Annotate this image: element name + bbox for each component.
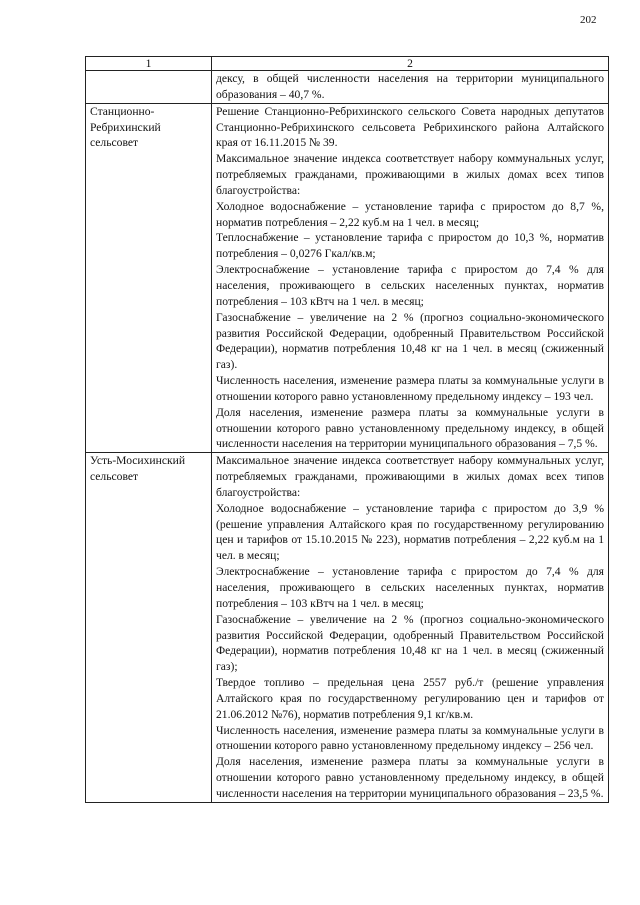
paragraph: Максимальное значение индекса соответствует набору коммунальных услуг, потребляемых гражданами, проживающими в жилых домах всех типов благоустройства:: [216, 454, 604, 499]
paragraph: Теплоснабжение – установление тарифа с приростом до 10,3 %, норматив потребления – 0,0276 Гкал/кв.м;: [216, 231, 604, 261]
paragraph: Численность населения, изменение размера платы за коммунальные услуги в отношении которого равно установленному предельному индексу – 193 чел.: [216, 374, 604, 403]
paragraph: Электроснабжение – установление тарифа с приростом до 7,4 % для населения, проживающего в сельских населенных пунктах, норматив потребления – 103 кВтч на 1 чел. в месяц;: [216, 263, 604, 308]
paragraph: Решение Станционно-Ребрихинского сельского Совета народных депутатов Станционно-Ребрихинского сельсовета Ребрихинского района Алтайского края от 16.11.2015 № 39.: [216, 104, 604, 150]
paragraph: Электроснабжение – установление тарифа с приростом до 7,4 % для населения, проживающего в сельских населенных пунктах, норматив потребления – 103 кВтч на 1 чел. в месяц;: [216, 565, 604, 610]
paragraph: Твердое топливо – предельная цена 2557 руб./т (решение управления Алтайского края по государственному регулированию цен и тарифов от 21.06.2012 №76), норматив потребления 9,1 кг/кв.м.: [216, 676, 604, 721]
paragraph: Доля населения, изменение размера платы за коммунальные услуги в отношении которого равно установленному предельному индексу, в общей численности населения на территории муниципального образования – 7,5 %.: [216, 405, 604, 451]
table-header-row: [86, 57, 609, 71]
municipality-name: Станционно-Ребрихинский сельсовет: [86, 103, 212, 453]
paragraph: Газоснабжение – увеличение на 2 % (прогноз социально-экономического развития Российской Федерации, одобренный Правительством Российской Федерации), норматив потребления 10,48 кг на 1 чел. в месяц (сжиженный газ).: [216, 310, 604, 372]
table-row: [86, 453, 609, 803]
municipality-details: [212, 71, 609, 104]
paragraph: Холодное водоснабжение – установление тарифа с приростом до 3,9 % (решение управления Алтайского края по государственному регулированию цен и тарифов от 15.10.2015 № 223), норматив потребления – 2,22 куб.м на 1 чел. в месяц;: [216, 501, 604, 563]
paragraph: Доля населения, изменение размера платы за коммунальные услуги в отношении которого равно установленному предельному индексу, в общей численности населения на территории муниципального образования – 23,5 %.: [216, 755, 604, 800]
column-2-header: 2: [212, 57, 609, 71]
tariff-table: [85, 56, 609, 803]
municipality-details: [212, 453, 609, 803]
table-row: [86, 103, 609, 453]
municipality-name: Усть-Мосихинский сельсовет: [86, 453, 212, 803]
table-row: [86, 71, 609, 104]
municipality-name: [86, 71, 212, 104]
paragraph: Газоснабжение – увеличение на 2 % (прогноз социально-экономического развития Российской Федерации, одобренный Правительством Российской Федерации), норматив потребления 10,48 кг на 1 чел. в месяц (сжиженный газ);: [216, 612, 604, 674]
municipality-details: [212, 103, 609, 453]
column-1-header: 1: [86, 57, 212, 71]
page-number: 202: [580, 14, 597, 26]
paragraph: Холодное водоснабжение – установление тарифа с приростом до 8,7 %, норматив потребления – 2,22 куб.м на 1 чел. в месяц;: [216, 199, 604, 229]
paragraph: Максимальное значение индекса соответствует набору коммунальных услуг, потребляемых гражданами, проживающими в жилых домах всех типов благоустройства:: [216, 152, 604, 197]
paragraph: дексу, в общей численности населения на территории муниципального образования – 40,7 %.: [216, 72, 604, 101]
paragraph: Численность населения, изменение размера платы за коммунальные услуги в отношении которого равно установленному предельному индексу – 256 чел.: [216, 723, 604, 753]
